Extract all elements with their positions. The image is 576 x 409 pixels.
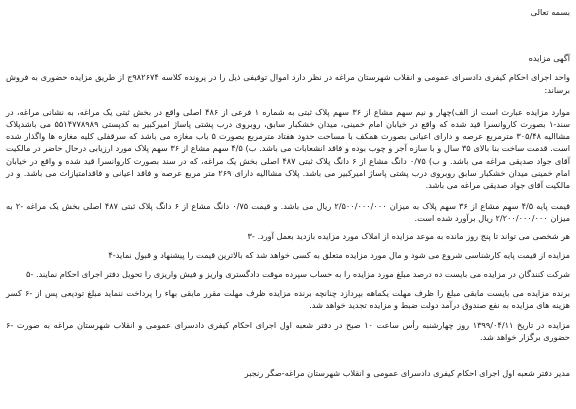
signature-line: مدیر دفتر شعبه اول اجرای احکام کیفری دادسرای عمومی و انقلاب شهرستان مراغه-صگر رنجبر (244, 368, 570, 379)
condition-winner-payment: برنده مزایده می بایست مابقی مبلغ را ظرف مهلت یکماهه بپردازد چنانچه برنده مزایده ظرف مهلت مقرر مابقی بهاء را پرداخت ننماید مبلغ تودیعی پس از -۶ کسر هزینه های مزایده به نفع صندوق درآمد دولت ضبط و مزایده تجدید خواهد شد. (6, 288, 570, 311)
invocation-heading: بسمه تعالی (530, 7, 570, 17)
property-details-paragraph: موارد مزایده عبارت است از الف)چهار و نیم سهم مشاع از ۳۶ سهم پلاک ثبتی به شماره ۱ فرعی از ۴۸۶ اصلی واقع در بخش ثبتی یک مراغه، به نشانی مراغه، در سند-۱ بصورت کاروانسرا قید شده که واقع در خیابان امام خمینی، میدان خشکبار سابق، روبروی درب پشتی پاساژ امیرکبیر به کدپستی ۵۵۱۴۷۷۸۹۸۹ می باشدپلاک مشاالیه ۳۰۵/۴۸ مترمربع عرصه و دارای اعیانی بصورت همکف با مساحت حدود هفتاد مترمربع بصورت ۵ باب مغازه می باشد که سرقفلی کلیه مغازه ها واگذار شده است. قدمت ساخت بنا بالای ۳۵ سال و با سازه آجر و چوب بوده و فاقد انشعابات می باشد. ب) ۴/۵ سهم مشاع از ۳۶ سهم پلاک مورد ارزیابی درحال حاضر در مالکیت آقای جواد صدیقی مراغه می باشد. و ب) ۰/۷۵ دانگ مشاع از ۶ دانگ پلاک ثبتی ۴۸۷ اصلی بخش یک مراغه، که در سند بصورت کاروانسرا قید شده و واقع در خیابان امام خمینی میدان خشکبار سابق روبروی درب پشتی پاساژ امیرکبیر می باشد. پلاک مشاالیه دارای ۲۶۹ متر مربع عرصه و فاقد اعیانی و فاقدامتیازات می باشد. و در مالکیت آقای جواد صدیقی مراغه می باشد. (6, 106, 570, 191)
intro-paragraph: واحد اجرای احکام کیفری دادسرای عمومی و انقلاب شهرستان مراغه در نظر دارد اموال توقیفی ذیل را در پرونده کلاسه ۹۸۲۶۷۴ج از طریق مزایده حضوری به فروش برساند: (6, 72, 570, 95)
condition-visit: هر شخصی می تواند تا پنج روز مانده به موعد مزایده از املاک مورد مزایده بازدید بعمل آورد. -۳ (247, 230, 570, 241)
base-price-paragraph: قیمت پایه ۴/۵ سهم مشاع از ۳۶ سهم پلاک به میزان ۲/۵۰۰/۰۰۰/۰۰۰ ریال می باشد. و قیمت ۰/۷۵ دانگ مشاع از ۶ دانگ پلاک ثبتی ۴۸۷ اصلی بخش یک مراغه -۲ به میزان ۲/۲۰۰/۰۰۰/۰۰۰ ریال برآورد شده است. (6, 201, 570, 224)
notice-title: آگهی مزایده (528, 53, 570, 64)
auction-notice-document (6, 4, 570, 405)
condition-auction-date: مزایده در تاریخ ۱۳۹۹/۰۴/۱۱ روز چهارشنبه رأس ساعت ۱۰ صبح در دفتر شعبه اول اجرای احکام کیفری دادسرای عمومی و انقلاب شهرستان مراغه به صورت -۶ حضوری برگزار خواهد شد. (6, 319, 571, 342)
condition-starting-bid: مزایده از قیمت پایه کارشناسی شروع می شود و مال مورد مزایده متعلق به کسی خواهد شد که بالاترین قیمت را پیشنهاد و قبول نماید-۴ (108, 249, 570, 260)
condition-deposit: شرکت کنندگان در مزایده می بایست ده درصد مبلغ مورد مزایده را به حساب سپرده موقت دادگستری واریز و فیش واریزی را تحویل دفتر اجرای احکام نمایند. -۵ (26, 269, 570, 280)
